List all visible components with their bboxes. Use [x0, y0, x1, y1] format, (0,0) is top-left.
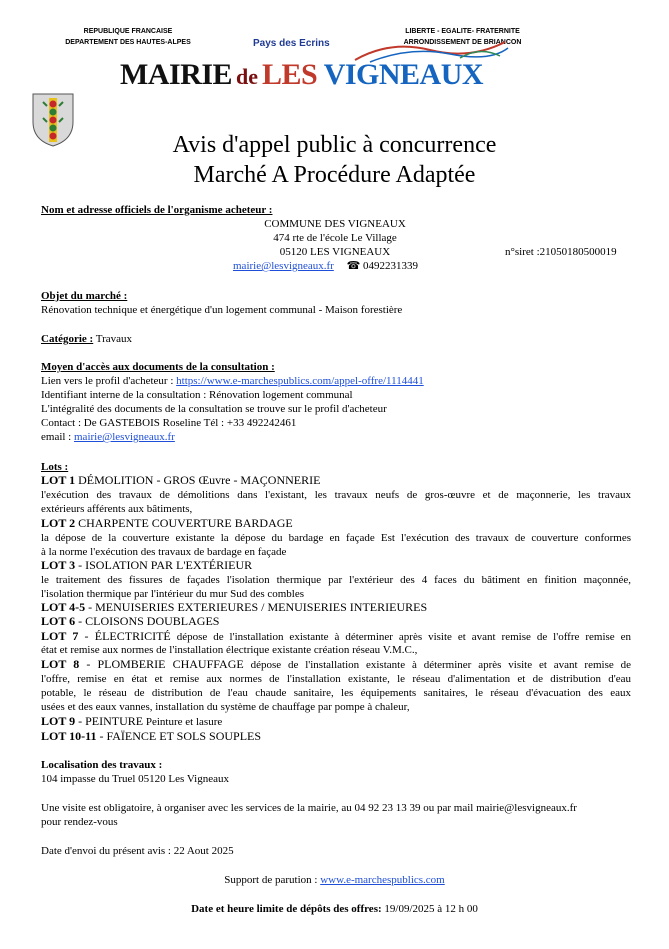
- visite-line2: pour rendez-vous: [41, 816, 118, 828]
- organisme-email-row: [233, 260, 418, 274]
- lot45-title: - MENUISERIES EXTERIEURES / MENUISERIES INTERIEURES: [85, 600, 428, 614]
- limite-label: Date et heure limite de dépôts des offres:: [191, 903, 382, 915]
- lot45-number: LOT 4-5: [41, 600, 86, 614]
- lot1-row: [41, 474, 320, 488]
- acces-profil-label: Lien vers le profil d'acheteur :: [41, 375, 177, 387]
- lot3-desc-l1: le traitement des fissures de façades l'isolation thermique par l'extérieur des 4 faces du bâtiment en finition maçonnée,: [41, 574, 631, 586]
- organisme-street: 474 rte de l'école Le Village: [273, 232, 397, 244]
- objet-text: Rénovation technique et énergétique d'un logement communal - Maison forestière: [41, 304, 403, 316]
- title-mairie: MAIRIE: [120, 58, 233, 91]
- lots-heading: Lots :: [41, 461, 69, 473]
- acces-profil-link[interactable]: https://www.e-marchespublics.com/appel-offre/1114441: [176, 375, 424, 387]
- acces-contact: Contact : De GASTEBOIS Roseline Tél : +33 492242461: [41, 417, 297, 429]
- localisation-heading: Localisation des travaux :: [41, 759, 163, 771]
- organisme-phone: 0492231339: [363, 260, 419, 272]
- acces-identifiant: Identifiant interne de la consultation : Rénovation logement communal: [41, 389, 353, 401]
- marche-title: Marché A Procédure Adaptée: [193, 162, 476, 188]
- organisme-siret: n°siret :21050180500019: [505, 246, 617, 258]
- lot3-title: - ISOLATION PAR L'EXTÉRIEUR: [75, 558, 253, 572]
- limite-value: 19/09/2025 à 12 h 00: [381, 903, 478, 915]
- lot8-desc-l3: potable, le réseau de distribution de l'eau chaude sanitaire, les équipements sanitaires, le réseau d'évacuation des eaux: [41, 687, 631, 699]
- organisme-heading: Nom et adresse officiels de l'organisme acheteur :: [41, 204, 273, 216]
- lot1-desc-l1: l'exécution des travaux de démolitions dans l'existant, les travaux neufs de gros-œuvre et de maçonnerie, les travaux: [41, 489, 631, 501]
- support-link[interactable]: www.e-marchespublics.com: [320, 874, 445, 886]
- lot1-title: DÉMOLITION - GROS Œuvre - MAÇONNERIE: [75, 473, 321, 487]
- lot8-title: - PLOMBERIE CHAUFFAGE: [79, 657, 244, 671]
- support-label: Support de parution :: [224, 874, 321, 886]
- lot1011-row: [41, 730, 261, 744]
- lot1011-number: LOT 10-11: [41, 729, 97, 743]
- organisme-email-link[interactable]: mairie@lesvigneaux.fr: [233, 260, 334, 272]
- lot2-title: CHARPENTE COUVERTURE BARDAGE: [75, 516, 293, 530]
- avis-title: Avis d'appel public à concurrence: [172, 132, 497, 158]
- header-arrondissement: ARRONDISSEMENT DE BRIANCON: [403, 39, 522, 46]
- categorie-heading: Catégorie :: [41, 333, 94, 345]
- lot6-title: - CLOISONS DOUBLAGES: [75, 614, 220, 628]
- localisation-address: 104 impasse du Truel 05120 Les Vigneaux: [41, 773, 229, 785]
- lot8-row: [41, 658, 631, 673]
- title-de: de: [236, 64, 259, 89]
- categorie-value: Travaux: [93, 333, 133, 345]
- title-les: LES: [262, 58, 324, 91]
- lot7-row: [41, 630, 631, 645]
- organisme-name: COMMUNE DES VIGNEAUX: [264, 218, 406, 230]
- acces-heading: Moyen d'accès aux documents de la consultation :: [41, 361, 275, 373]
- objet-heading: Objet du marché :: [41, 290, 128, 302]
- lot7-number: LOT 7: [41, 629, 79, 643]
- organisme-city: 05120 LES VIGNEAUX: [279, 246, 391, 258]
- acces-integralite: L'intégralité des documents de la consultation se trouve sur le profil d'acheteur: [41, 403, 387, 415]
- support-row: [0, 874, 669, 888]
- lot8-desc-l4: usées et des eaux vannes, installation du système de chauffage par pompe à chaleur,: [41, 701, 410, 713]
- lot7-desc-l1: dépose de l'installation existante à déterminer après visite et avant remise de l'offre remise en: [170, 631, 632, 643]
- lot45-row: [41, 601, 427, 615]
- acces-email-link[interactable]: mairie@lesvigneaux.fr: [74, 431, 175, 443]
- title-vigneaux: VIGNEAUX: [323, 58, 484, 91]
- header-devise: LIBERTE - EGALITE- FRATERNITE: [405, 28, 520, 35]
- lot1011-title: - FAÏENCE ET SOLS SOUPLES: [96, 729, 262, 743]
- lot3-row: [41, 559, 252, 573]
- lot9-title: - PEINTURE: [75, 714, 144, 728]
- lot8-desc-l1: dépose de l'installation existante à déterminer après visite et avant remise de: [243, 659, 631, 671]
- lot6-row: [41, 615, 219, 629]
- pays-des-ecrins: Pays des Ecrins: [253, 38, 330, 49]
- lot2-row: [41, 517, 293, 531]
- lot9-desc: Peinture et lasure: [143, 716, 223, 728]
- date-envoi: Date d'envoi du présent avis : 22 Aout 2025: [41, 845, 234, 857]
- lot2-desc-l1: la dépose de la couverture existante la dépose du bardage en façade Est l'exécution des travaux de couverture conformes: [41, 532, 631, 544]
- lot9-number: LOT 9: [41, 714, 76, 728]
- lot3-desc-l2: l'isolation thermique par l'intérieur du mur Sud des combles: [41, 588, 305, 600]
- lot1-number: LOT 1: [41, 473, 76, 487]
- acces-email-label: email :: [41, 431, 74, 443]
- mairie-title: [120, 58, 483, 92]
- acces-email-row: [41, 431, 175, 445]
- lot7-title: - ÉLECTRICITÉ: [78, 629, 171, 643]
- telephone-icon: ☎: [346, 260, 361, 272]
- lot8-number: LOT 8: [41, 657, 80, 671]
- categorie-row: [41, 333, 132, 347]
- lot2-number: LOT 2: [41, 516, 76, 530]
- lot8-desc-l2: l'offre, remise en état et remise aux normes de l'installation existante, le réseau d'alimentation et de distribution d'eau: [41, 673, 631, 685]
- acces-profil-row: [41, 375, 424, 389]
- lot3-number: LOT 3: [41, 558, 76, 572]
- header-left: [58, 26, 198, 48]
- lot2-desc-l2: à la norme l'exécution des travaux de bardage en façade: [41, 546, 287, 558]
- visite-line1: Une visite est obligatoire, à organiser avec les services de la mairie, au 04 92 23 13 39 ou par mail mairie@lesvigneaux.fr: [41, 802, 577, 814]
- lot6-number: LOT 6: [41, 614, 76, 628]
- lot9-row: [41, 715, 222, 730]
- header-republique: REPUBLIQUE FRANCAISE: [83, 28, 173, 35]
- lot1-desc-l2: extérieurs afférents aux bâtiments,: [41, 503, 193, 515]
- header-departement: DEPARTEMENT DES HAUTES-ALPES: [65, 39, 191, 46]
- lot7-desc-l2: état et remise aux normes de l'installation électrique existante création réseau V.M.C.,: [41, 644, 418, 656]
- limite-row: [0, 903, 669, 917]
